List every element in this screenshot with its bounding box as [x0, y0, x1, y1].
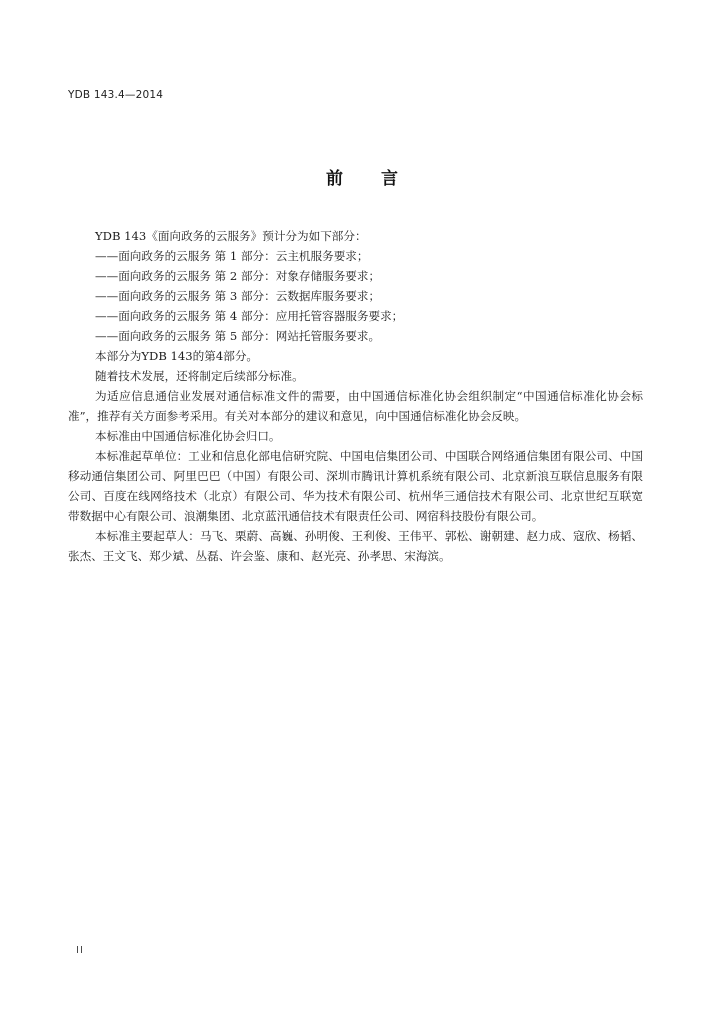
foreword-body: [68, 226, 643, 566]
page-number: II: [76, 945, 84, 956]
drafting-units-paragraph: 本标准起草单位：工业和信息化部电信研究院、中国电信集团公司、中国联合网络通信集团有限公司、中国移动通信集团公司、阿里巴巴（中国）有限公司、深圳市腾讯计算机系统有限公司、北京新浪互联信息服务有限公司、百度在线网络技术（北京）有限公司、华为技术有限公司、杭州华三通信技术有限公司、北京世纪互联宽带数据中心有限公司、浪潮集团、北京蓝汛通信技术有限责任公司、网宿科技股份有限公司。: [68, 449, 643, 523]
document-identifier: YDB 143.4—2014: [68, 89, 164, 101]
drafters-paragraph: 本标准主要起草人：马飞、栗蔚、高巍、孙明俊、王利俊、王伟平、郭松、谢朝建、赵力成、寇欣、杨韬、张杰、王文飞、郑少斌、丛磊、许会鉴、康和、赵光亮、孙孝思、宋海滨。: [68, 529, 643, 563]
purpose-paragraph: 为适应信息通信业发展对通信标准文件的需要，由中国通信标准化协会组织制定“中国通信标准化协会标准”，推荐有关方面参考采用。有关对本部分的建议和意见，向中国通信标准化协会反映。: [68, 389, 643, 423]
part-list-item: ——面向政务的云服务 第 1 部分：云主机服务要求；: [95, 249, 369, 263]
intro-line: YDB 143《面向政务的云服务》预计分为如下部分：: [95, 229, 367, 243]
follow-up-statement: 随着技术发展，还将制定后续部分标准。: [95, 369, 304, 383]
part-list-item: ——面向政务的云服务 第 4 部分：应用托管容器服务要求；: [95, 309, 404, 323]
part-list-item: ——面向政务的云服务 第 5 部分：网站托管服务要求。: [95, 329, 381, 343]
part-statement: 本部分为YDB 143的第4部分。: [95, 349, 259, 363]
part-list-item: ——面向政务的云服务 第 2 部分：对象存储服务要求；: [95, 269, 381, 283]
page-title: 前 言: [326, 169, 414, 189]
authority-statement: 本标准由中国通信标准化协会归口。: [95, 429, 281, 443]
part-list-item: ——面向政务的云服务 第 3 部分：云数据库服务要求；: [95, 289, 381, 303]
